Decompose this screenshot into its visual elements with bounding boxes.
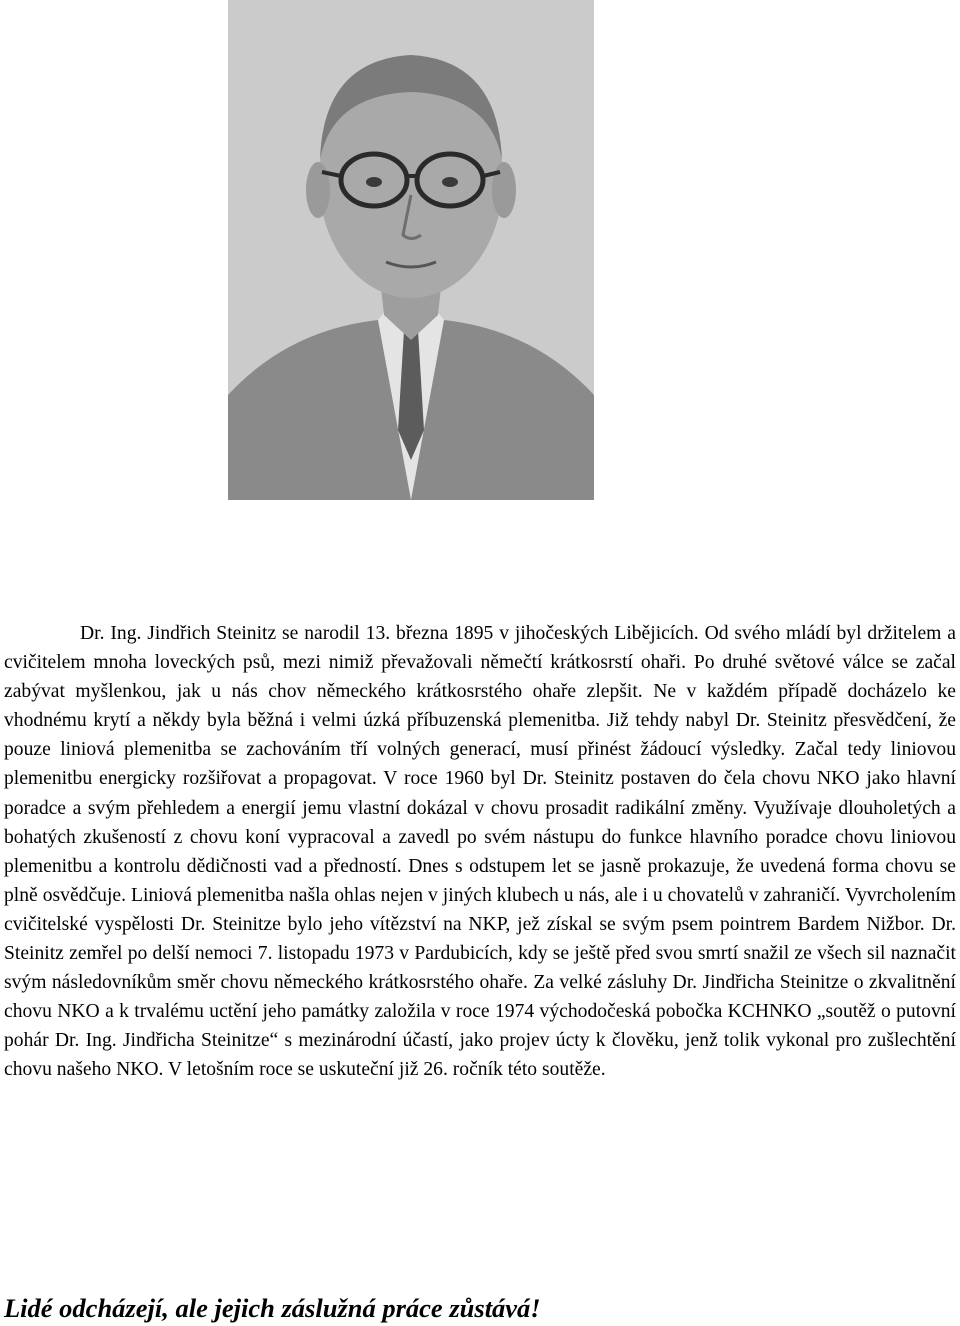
closing-quote: Lidé odcházejí, ale jejich záslužná práce zůstává! <box>4 1293 541 1323</box>
biography-paragraph: Dr. Ing. Jindřich Steinitz se narodil 13. března 1895 v jihočeských Libějicích. Od svého mládí byl držitelem a cvičitelem mnoha loveckých psů, mezi nimiž převažovali němečtí krátkosrstí ohaři. Po druhé světové válce se začal zabývat myšlenkou, jak u nás chov německého krátkosrstého ohaře zlepšit. Ne v každém případě docházelo ke vhodnému krytí a někdy byla běžná i velmi úzká příbuzenská plemenitba. Již tehdy nabyl Dr. Steinitz přesvědčení, že pouze liniová plemenitba se zachováním tří volných generací, musí přinést žádoucí výsledky. Začal tedy liniovou plemenitbu energicky rozšiřovat a propagovat. V roce 1960 byl Dr. Steinitz postaven do čela chovu NKO jako hlavní poradce a svým přehledem a energií jemu vlastní dokázal v chovu prosadit radikální změny. Využívaje dlouholetých a bohatých zkušeností z chovu koní vypracoval a zavedl po svém nástupu do funkce hlavního poradce chovu liniovou plemenitbu a kontrolu dědičnosti vad a předností. Dnes s odstupem let se jasně prokazuje, že uvedená forma chovu se plně osvědčuje. Liniová plemenitba našla ohlas nejen v jiných klubech u nás, ale i u chovatelů v zahraničí. Vyvrcholením cvičitelské vyspělosti Dr. Steinitze bylo jeho vítězství na NKP, jež získal se svým psem pointrem Bardem Nižbor. Dr. Steinitz zemřel po delší nemoci 7. listopadu 1973 v Pardubicích, kdy se ještě před svou smrtí snažil ze všech sil naznačit svým následovníkům směr chovu německého krátkosrstého ohaře. Za velké zásluhy Dr. Jindřicha Steinitze o zkvalitnění chovu NKO a k trvalému uctění jeho památky založila v roce 1974 východočeská pobočka KCHNKO „soutěž o putovní pohár Dr. Ing. Jindřicha Steinitze“ s mezinárodní účastí, jako projev úcty k člověku, jenž tolik vykonal pro zušlechtění chovu našeho NKO. V letošním roce se uskuteční již 26. ročník této soutěže. <box>4 623 956 1081</box>
portrait-photo <box>228 0 594 500</box>
